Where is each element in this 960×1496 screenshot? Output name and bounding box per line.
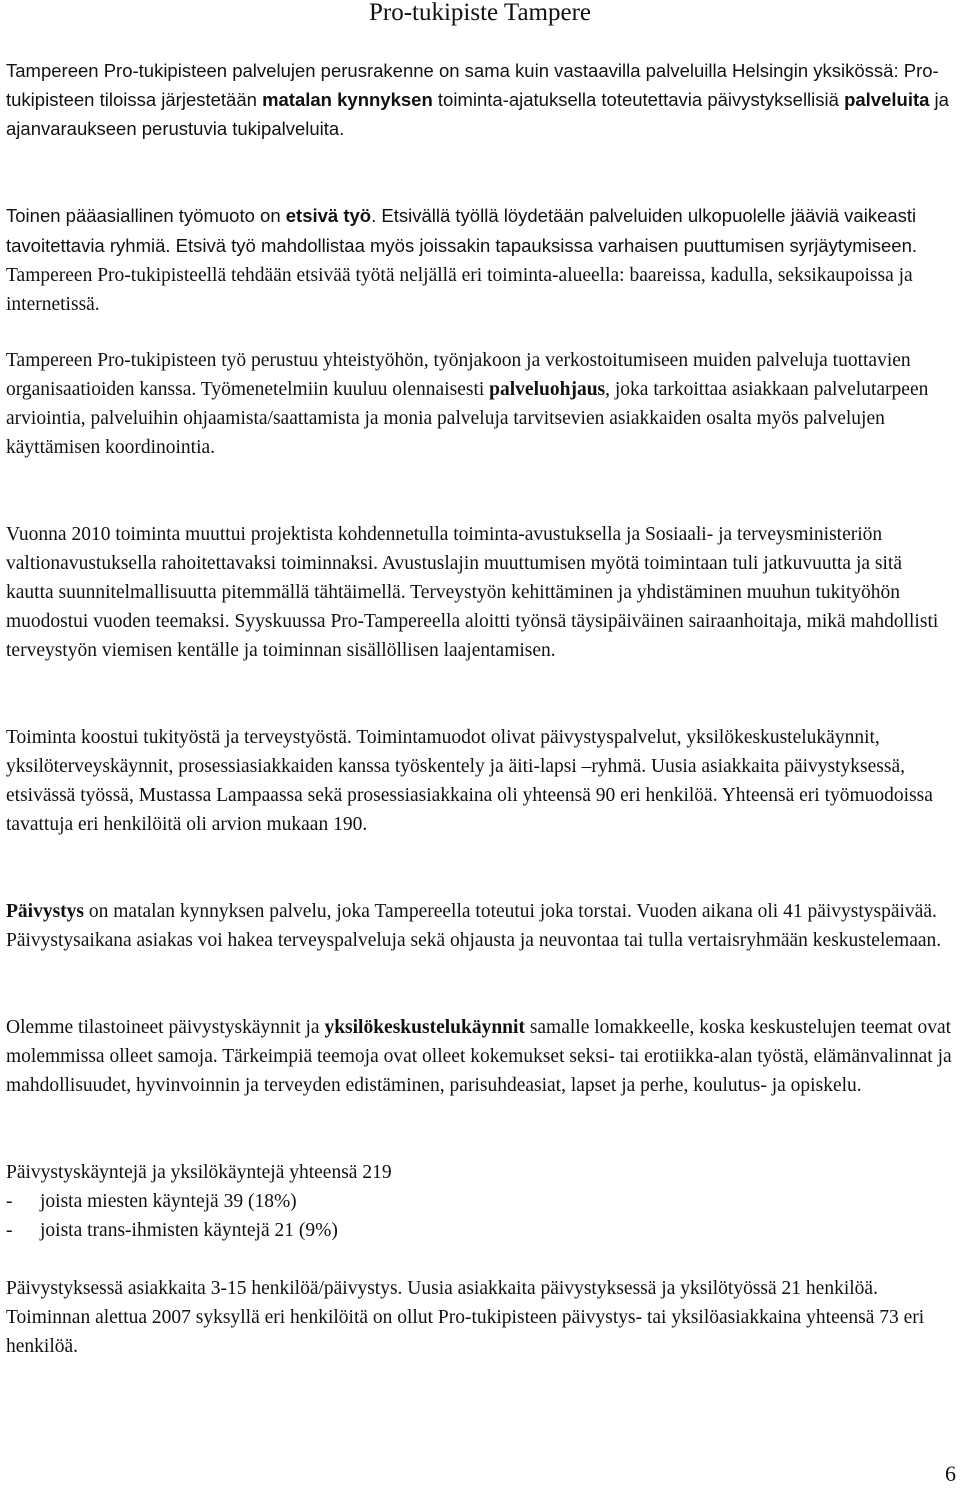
intro-text-3: ja ajanvaraukseen perustuvia tukipalveluita. bbox=[6, 89, 949, 139]
duty-bold-title: Päivystys bbox=[6, 901, 84, 922]
statistics-text-2: samalle lomakkeelle, koska keskustelujen teemat ovat molemmissa olleet samoja. Tärkeimpiä teemoja ovat olleet kokemukset seksi- tai erotiikka-alan työstä, elämänvalinnat ja mahdollisuudet, hyvinvoinnin ja terveyden edistäminen, parisuhdeasiat, lapset ja perhe, koulutus- ja opiskelu. bbox=[6, 1017, 952, 1096]
cooperation-text-1: Tampereen Pro-tukipisteen työ perustuu yhteistyöhön, työnjakoon ja verkostoitumiseen muiden palveluja tuottavien organisaatioiden kanssa. Työmenetelmiin kuuluu olennaisesti bbox=[6, 350, 911, 400]
visit-stats-item-text: joista trans-ihmisten käyntejä 21 (9%) bbox=[40, 1220, 338, 1241]
list-dash: - bbox=[6, 1220, 13, 1241]
cooperation-text-2: , joka tarkoittaa asiakkaan palvelutarpeen arviointia, palveluihin ohjaamista/saattamista ja monia palveluja tarvitsevien asiakkaiden osalta myös palvelujen käyttämisen koordinointia. bbox=[6, 379, 929, 458]
paragraph-outreach bbox=[6, 201, 952, 319]
list-dash: - bbox=[6, 1191, 13, 1212]
outreach-text-1: Toinen pääasiallinen työmuoto on bbox=[6, 205, 286, 226]
paragraph-statistics bbox=[6, 1013, 952, 1100]
paragraph-activities: Toiminta koostui tukityöstä ja terveystyöstä. Toimintamuodot olivat päivystyspalvelut, yksilökeskustelukäynnit, yksilöterveyskäynnit, prosessiasiakkaiden kanssa työskentely ja äiti-lapsi –ryhmä. Uusia asiakkaita päivystyksessä, etsivässä työssä, Mustassa Lampaassa sekä prosessiasiakkaina oli yhteensä 90 eri henkilöä. Yhteensä eri työmuodoissa tavattuja eri henkilöitä oli arvion mukaan 190. bbox=[6, 727, 933, 835]
visit-stats-item bbox=[6, 1187, 952, 1216]
intro-bold-services: palveluita bbox=[844, 89, 930, 110]
paragraph-intro bbox=[6, 56, 952, 143]
visit-stats-heading: Päivystyskäyntejä ja yksilökäyntejä yhteensä 219 bbox=[6, 1162, 392, 1183]
paragraph-clients: Päivystyksessä asiakkaita 3-15 henkilöä/päivystys. Uusia asiakkaita päivystyksessä ja yksilötyössä 21 henkilöä. Toiminnan alettua 2007 syksyllä eri henkilöitä on ollut Pro-tukipisteen päivystys- tai yksilöasiakkaina yhteensä 73 eri henkilöä. bbox=[6, 1278, 925, 1357]
page-number: 6 bbox=[945, 1461, 956, 1486]
visit-stats-item-text: joista miesten käyntejä 39 (18%) bbox=[40, 1191, 297, 1212]
visit-stats bbox=[6, 1158, 952, 1245]
outreach-text-2: . Etsivällä työllä löydetään palveluiden ulkopuolelle jääviä vaikeasti tavoitettavia ryhmiä. Etsivä työ mahdollistaa myös joissakin tapauksissa varhaisen puuttumisen syrjäytymiseen. bbox=[6, 205, 918, 256]
duty-text: on matalan kynnyksen palvelu, joka Tampereella toteutui joka torstai. Vuoden aikana oli 41 päivystyspäivää. Päivystysaikana asiakas voi hakea terveyspalveluja sekä ohjausta ja neuvontaa tai tulla vertaisryhmään keskustelemaan. bbox=[6, 901, 942, 951]
intro-text-1: Tampereen Pro-tukipisteen palvelujen perusrakenne on sama kuin vastaavilla palveluilla Helsingin yksikössä: Pro-tukipisteen tiloissa järjestetään bbox=[6, 60, 939, 110]
intro-text-2: toiminta-ajatuksella toteutettavia päivystyksellisiä bbox=[432, 89, 845, 110]
visit-stats-item bbox=[6, 1216, 952, 1245]
paragraph-duty bbox=[6, 897, 952, 955]
cooperation-bold-service-guidance: palveluohjaus bbox=[489, 379, 606, 400]
outreach-bold-outreach-work: etsivä työ bbox=[285, 205, 372, 226]
paragraph-2010: Vuonna 2010 toiminta muuttui projektista kohdennetulla toiminta-avustuksella ja Sosiaali- ja terveysministeriön valtionavustuksella rahoitettavaksi toiminnaksi. Avustuslajin muuttumisen myötä toimintaan tuli jatkuvuutta ja sitä kautta suunnitelmallisuutta pitemmällä tähtäimellä. Terveystyön kehittäminen ja yhdistäminen muuhun tukityöhön muodostui vuoden teemaksi. Syyskuussa Pro-Tampereella aloitti työnsä täysipäiväinen sairaanhoitaja, mikä mahdollisti terveystyön viemisen kentälle ja toiminnan sisällöllisen laajentamisen. bbox=[6, 524, 939, 661]
outreach-text-3: Tampereen Pro-tukipisteellä tehdään etsivää työtä neljällä eri toiminta-alueella: baareissa, kadulla, seksikaupoissa ja internetissä. bbox=[6, 265, 913, 315]
statistics-bold-individual-visits: yksilökeskustelukäynnit bbox=[324, 1017, 525, 1038]
paragraph-cooperation bbox=[6, 346, 952, 462]
page-title: Pro-tukipiste Tampere bbox=[368, 0, 592, 26]
statistics-text-1: Olemme tilastoineet päivystyskäynnit ja bbox=[6, 1017, 325, 1038]
intro-bold-low-threshold: matalan kynnyksen bbox=[262, 89, 433, 110]
